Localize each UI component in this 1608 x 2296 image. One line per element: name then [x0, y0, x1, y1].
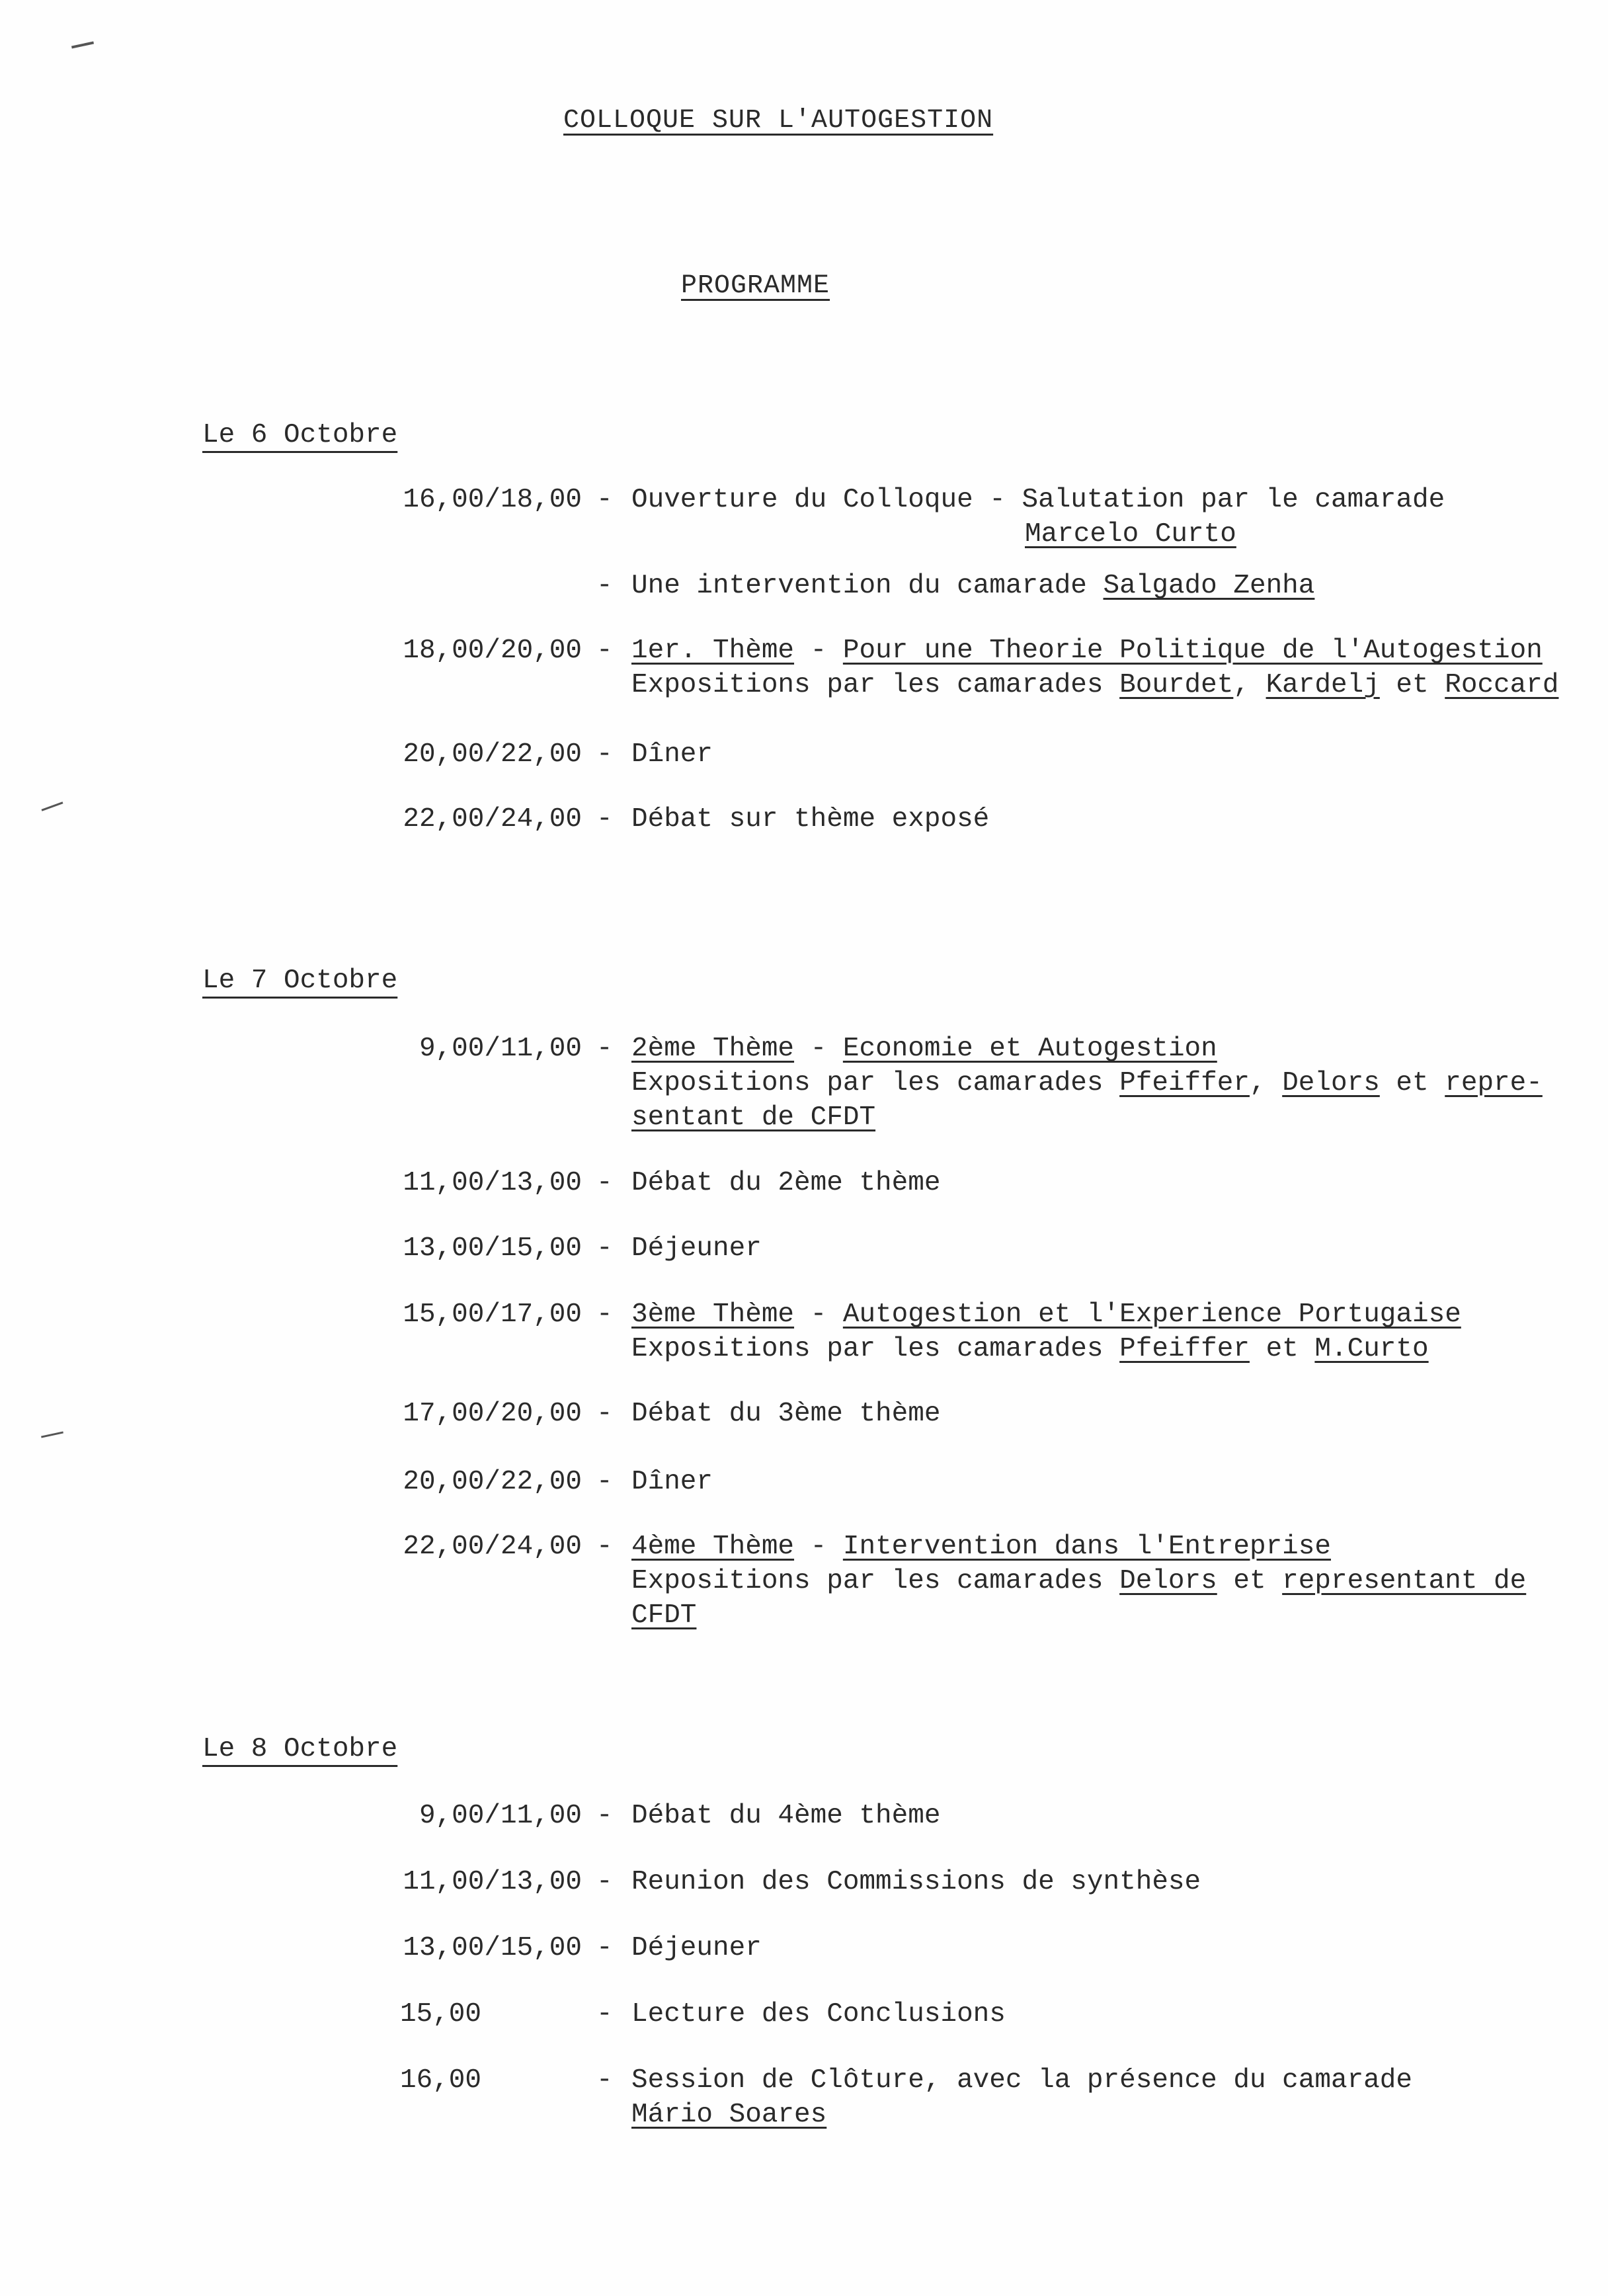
description-line: Dîner	[631, 739, 713, 770]
description-line: Session de Clôture, avec la présence du camarade	[631, 2065, 1412, 2096]
theme-number: 1er. Thème	[631, 636, 795, 666]
description-text: Expositions par les camarades	[631, 1566, 1120, 1596]
schedule-entry	[0, 737, 1608, 777]
entry-time: 15,00	[400, 1999, 482, 2030]
entry-time: 9,00/11,00	[419, 1034, 582, 1064]
schedule-entry	[0, 483, 1608, 555]
description-line: Lecture des Conclusions	[631, 1999, 1006, 2030]
entry-time: 16,00	[400, 2065, 482, 2096]
entry-dash: -	[596, 804, 613, 835]
document-title: COLLOQUE SUR L'AUTOGESTION	[563, 106, 994, 136]
schedule-entry	[0, 2063, 1608, 2136]
entry-description	[631, 1997, 1006, 2031]
theme-title: Autogestion et l'Experience Portugaise	[842, 1299, 1461, 1330]
schedule-entry	[0, 1931, 1608, 1971]
separator: ,	[1249, 1068, 1283, 1098]
person-name: M.Curto	[1314, 1334, 1429, 1364]
entry-time: 22,00/24,00	[403, 1532, 582, 1562]
entry-description	[631, 1032, 1543, 1135]
person-name: Kardelj	[1266, 670, 1380, 700]
schedule-entry	[0, 1297, 1608, 1370]
description-text: Expositions par les camarades	[631, 1334, 1120, 1364]
entry-dash: -	[596, 1299, 613, 1330]
entry-description	[631, 737, 713, 772]
schedule-entry	[0, 1997, 1608, 2037]
entry-description	[631, 483, 1445, 552]
description-line: Débat du 2ème thème	[631, 1168, 941, 1198]
entry-description	[631, 1865, 1201, 1899]
person-name: sentant de CFDT	[631, 1102, 876, 1133]
theme-number: 2ème Thème	[631, 1034, 795, 1064]
separator: -	[794, 1034, 843, 1064]
person-name: Marcelo Curto	[1025, 519, 1236, 550]
person-name: Delors	[1119, 1566, 1217, 1596]
description-line: Déjeuner	[631, 1233, 762, 1264]
person-name: Pfeiffer	[1119, 1068, 1250, 1098]
theme-number: 4ème Thème	[631, 1532, 795, 1562]
description-text: Expositions par les camarades	[631, 1068, 1120, 1098]
separator: -	[794, 1532, 843, 1562]
separator: -	[794, 1299, 843, 1330]
entry-time: 15,00/17,00	[403, 1299, 582, 1330]
schedule-entry	[0, 802, 1608, 842]
entry-dash: -	[596, 485, 613, 515]
entry-description	[631, 1530, 1526, 1633]
entry-dash: -	[596, 636, 613, 666]
entry-time: 11,00/13,00	[403, 1867, 582, 1897]
person-name: Mário Soares	[631, 2100, 827, 2130]
person-name: representant de	[1282, 1566, 1527, 1596]
day-heading: Le 6 Octobre	[202, 420, 398, 450]
entry-dash: -	[596, 1467, 613, 1497]
entry-dash: -	[596, 571, 613, 601]
entry-dash: -	[596, 1867, 613, 1897]
entry-time: 18,00/20,00	[403, 636, 582, 666]
entry-dash: -	[596, 1168, 613, 1198]
entry-description	[631, 1397, 940, 1431]
entry-dash: -	[596, 1233, 613, 1264]
separator: et	[1379, 1068, 1445, 1098]
separator: et	[1249, 1334, 1315, 1364]
description-text: Une intervention du camarade	[631, 571, 1104, 601]
entry-dash: -	[596, 1034, 613, 1064]
theme-title: Economie et Autogestion	[842, 1034, 1217, 1064]
schedule-entry	[0, 569, 1608, 608]
theme-title: Pour une Theorie Politique de l'Autogestion	[842, 636, 1543, 666]
description-line: Ouverture du Colloque - Salutation par le camarade	[631, 485, 1445, 515]
entry-time: 16,00/18,00	[403, 485, 582, 515]
description-text: Expositions par les camarades	[631, 670, 1120, 700]
description-line: Dîner	[631, 1467, 713, 1497]
separator: et	[1379, 670, 1445, 700]
entry-description	[631, 1799, 940, 1833]
schedule-entry	[0, 1032, 1608, 1137]
schedule-entry	[0, 1799, 1608, 1838]
entry-description	[631, 1231, 762, 1266]
entry-description	[631, 1465, 713, 1499]
description-line: Débat du 4ème thème	[631, 1801, 941, 1831]
person-name: Bourdet	[1119, 670, 1234, 700]
scan-mark	[71, 42, 94, 49]
person-name: Delors	[1282, 1068, 1380, 1098]
entry-dash: -	[596, 1399, 613, 1429]
entry-time: 9,00/11,00	[419, 1801, 582, 1831]
entry-dash: -	[596, 1532, 613, 1562]
person-name: repre-	[1445, 1068, 1543, 1098]
entry-time: 20,00/22,00	[403, 739, 582, 770]
schedule-entry	[0, 1231, 1608, 1271]
entry-time: 13,00/15,00	[403, 1933, 582, 1963]
entry-description	[631, 569, 1314, 603]
day-heading: Le 7 Octobre	[202, 965, 398, 996]
person-name: Roccard	[1445, 670, 1559, 700]
entry-description	[631, 2063, 1412, 2132]
description-line: Débat sur thème exposé	[631, 804, 990, 835]
person-name: Salgado Zenha	[1103, 571, 1315, 601]
schedule-entry	[0, 1465, 1608, 1504]
entry-dash: -	[596, 1933, 613, 1963]
entry-dash: -	[596, 1999, 613, 2030]
schedule-entry	[0, 1530, 1608, 1635]
entry-time: 11,00/13,00	[403, 1168, 582, 1198]
schedule-entry	[0, 1166, 1608, 1206]
person-name: Pfeiffer	[1119, 1334, 1250, 1364]
separator: et	[1217, 1566, 1283, 1596]
entry-dash: -	[596, 739, 613, 770]
entry-dash: -	[596, 1801, 613, 1831]
entry-time: 22,00/24,00	[403, 804, 582, 835]
description-line: Reunion des Commissions de synthèse	[631, 1867, 1201, 1897]
separator: ,	[1233, 670, 1266, 700]
entry-description	[631, 1166, 940, 1200]
entry-time: 13,00/15,00	[403, 1233, 582, 1264]
separator: -	[794, 636, 843, 666]
entry-description	[631, 634, 1558, 702]
entry-dash: -	[596, 2065, 613, 2096]
day-heading: Le 8 Octobre	[202, 1734, 398, 1764]
entry-time: 20,00/22,00	[403, 1467, 582, 1497]
theme-number: 3ème Thème	[631, 1299, 795, 1330]
person-name: CFDT	[631, 1600, 697, 1631]
entry-description	[631, 1297, 1461, 1366]
schedule-entry	[0, 634, 1608, 706]
schedule-entry	[0, 1397, 1608, 1436]
entry-description	[631, 802, 989, 837]
schedule-entry	[0, 1865, 1608, 1905]
entry-description	[631, 1931, 762, 1965]
programme-heading: PROGRAMME	[681, 271, 830, 301]
entry-time: 17,00/20,00	[403, 1399, 582, 1429]
description-line: Déjeuner	[631, 1933, 762, 1963]
description-line: Débat du 3ème thème	[631, 1399, 941, 1429]
theme-title: Intervention dans l'Entreprise	[842, 1532, 1331, 1562]
